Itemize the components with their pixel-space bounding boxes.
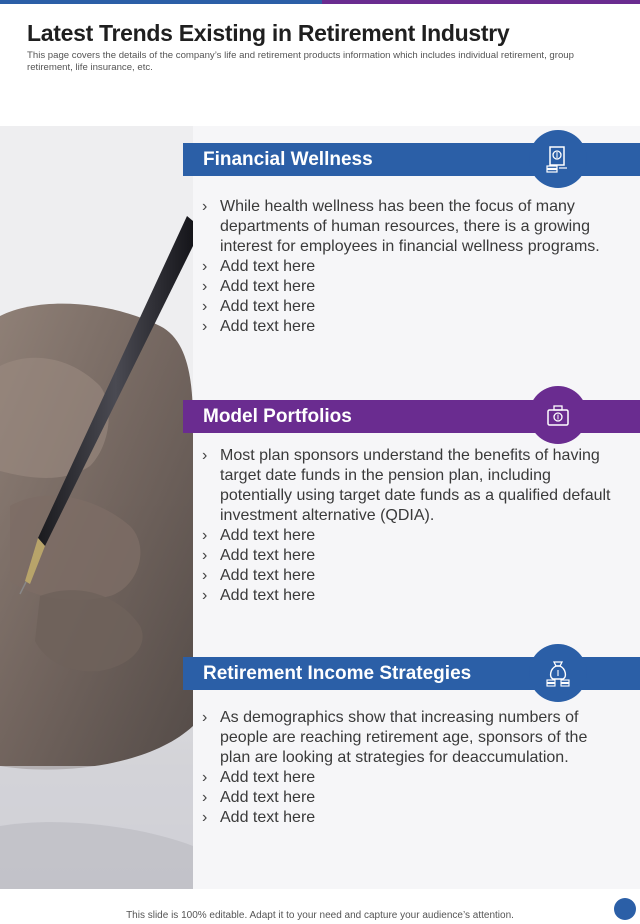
footer-note: This slide is 100% editable. Adapt it to your need and capture your audience’s attention. — [126, 910, 514, 921]
section-title-retirement-income-strategies: Retirement Income Strategies — [203, 663, 472, 684]
chevron-right-icon: › — [202, 318, 208, 335]
chevron-right-icon: › — [202, 258, 208, 275]
chevron-right-icon: › — [202, 298, 208, 315]
chevron-right-icon: › — [202, 527, 208, 544]
chevron-right-icon: › — [202, 587, 208, 604]
page-title: Latest Trends Existing in Retirement Industry — [27, 20, 510, 46]
bullet-text: Add text here — [220, 298, 316, 315]
document-dollar-icon-glyph — [544, 145, 572, 173]
list-item — [202, 586, 622, 606]
list-item — [202, 808, 622, 828]
section-title-financial-wellness: Financial Wellness — [203, 149, 373, 170]
chevron-right-icon: › — [202, 447, 208, 464]
portfolio-dollar-icon — [529, 386, 587, 444]
money-bag-coins-icon-glyph — [544, 659, 572, 687]
chevron-right-icon: › — [202, 547, 208, 564]
top-accent-blue — [0, 0, 322, 4]
hand-pen-illustration — [0, 126, 193, 889]
bullet-text: Add text here — [220, 547, 316, 564]
list-item — [202, 257, 622, 277]
bullet-text: Add text here — [220, 809, 316, 826]
list-item — [202, 708, 622, 768]
bullet-list-retirement-income-strategies — [202, 708, 622, 828]
chevron-right-icon: › — [202, 769, 208, 786]
chevron-right-icon: › — [202, 198, 208, 215]
chevron-right-icon: › — [202, 709, 208, 726]
bullet-text: Add text here — [220, 318, 316, 335]
money-bag-coins-icon — [529, 644, 587, 702]
list-item — [202, 446, 622, 526]
section-title-model-portfolios: Model Portfolios — [203, 406, 352, 427]
bullet-list-model-portfolios — [202, 446, 622, 606]
list-item — [202, 317, 622, 337]
bullet-text: Add text here — [220, 789, 316, 806]
bullet-list-financial-wellness — [202, 197, 622, 337]
page-subtitle: This page covers the details of the company’s life and retirement products information which includes individual retirement, group retirement, life insurance, etc. — [27, 50, 574, 73]
chevron-right-icon: › — [202, 278, 208, 295]
list-item — [202, 768, 622, 788]
top-accent-purple — [322, 0, 640, 4]
portfolio-dollar-icon-glyph — [544, 401, 572, 429]
list-item — [202, 546, 622, 566]
bullet-text: As demographics show that increasing numbers of people are reaching retirement age, sponsors of the plan are looking at strategies for deaccumulation. — [220, 709, 588, 766]
list-item — [202, 197, 622, 257]
chevron-right-icon: › — [202, 789, 208, 806]
bullet-text: Most plan sponsors understand the benefits of having target date funds in the pension plan, including potentially using target date funds as a qualified default investment alternative (QDIA). — [220, 447, 611, 524]
bullet-text: Add text here — [220, 278, 316, 295]
list-item — [202, 297, 622, 317]
chevron-right-icon: › — [202, 809, 208, 826]
list-item — [202, 566, 622, 586]
list-item — [202, 788, 622, 808]
list-item — [202, 526, 622, 546]
document-dollar-icon — [529, 130, 587, 188]
chevron-right-icon: › — [202, 567, 208, 584]
list-item — [202, 277, 622, 297]
hand-writing-photo — [0, 126, 193, 889]
bullet-text: Add text here — [220, 567, 316, 584]
corner-dot — [614, 898, 636, 920]
bullet-text: Add text here — [220, 258, 316, 275]
top-accent-bar — [0, 0, 640, 4]
bullet-text: Add text here — [220, 527, 316, 544]
bullet-text: Add text here — [220, 587, 316, 604]
bullet-text: Add text here — [220, 769, 316, 786]
bullet-text: While health wellness has been the focus of many departments of human resources, there is a growing interest for employees in financial wellness programs. — [220, 198, 600, 255]
